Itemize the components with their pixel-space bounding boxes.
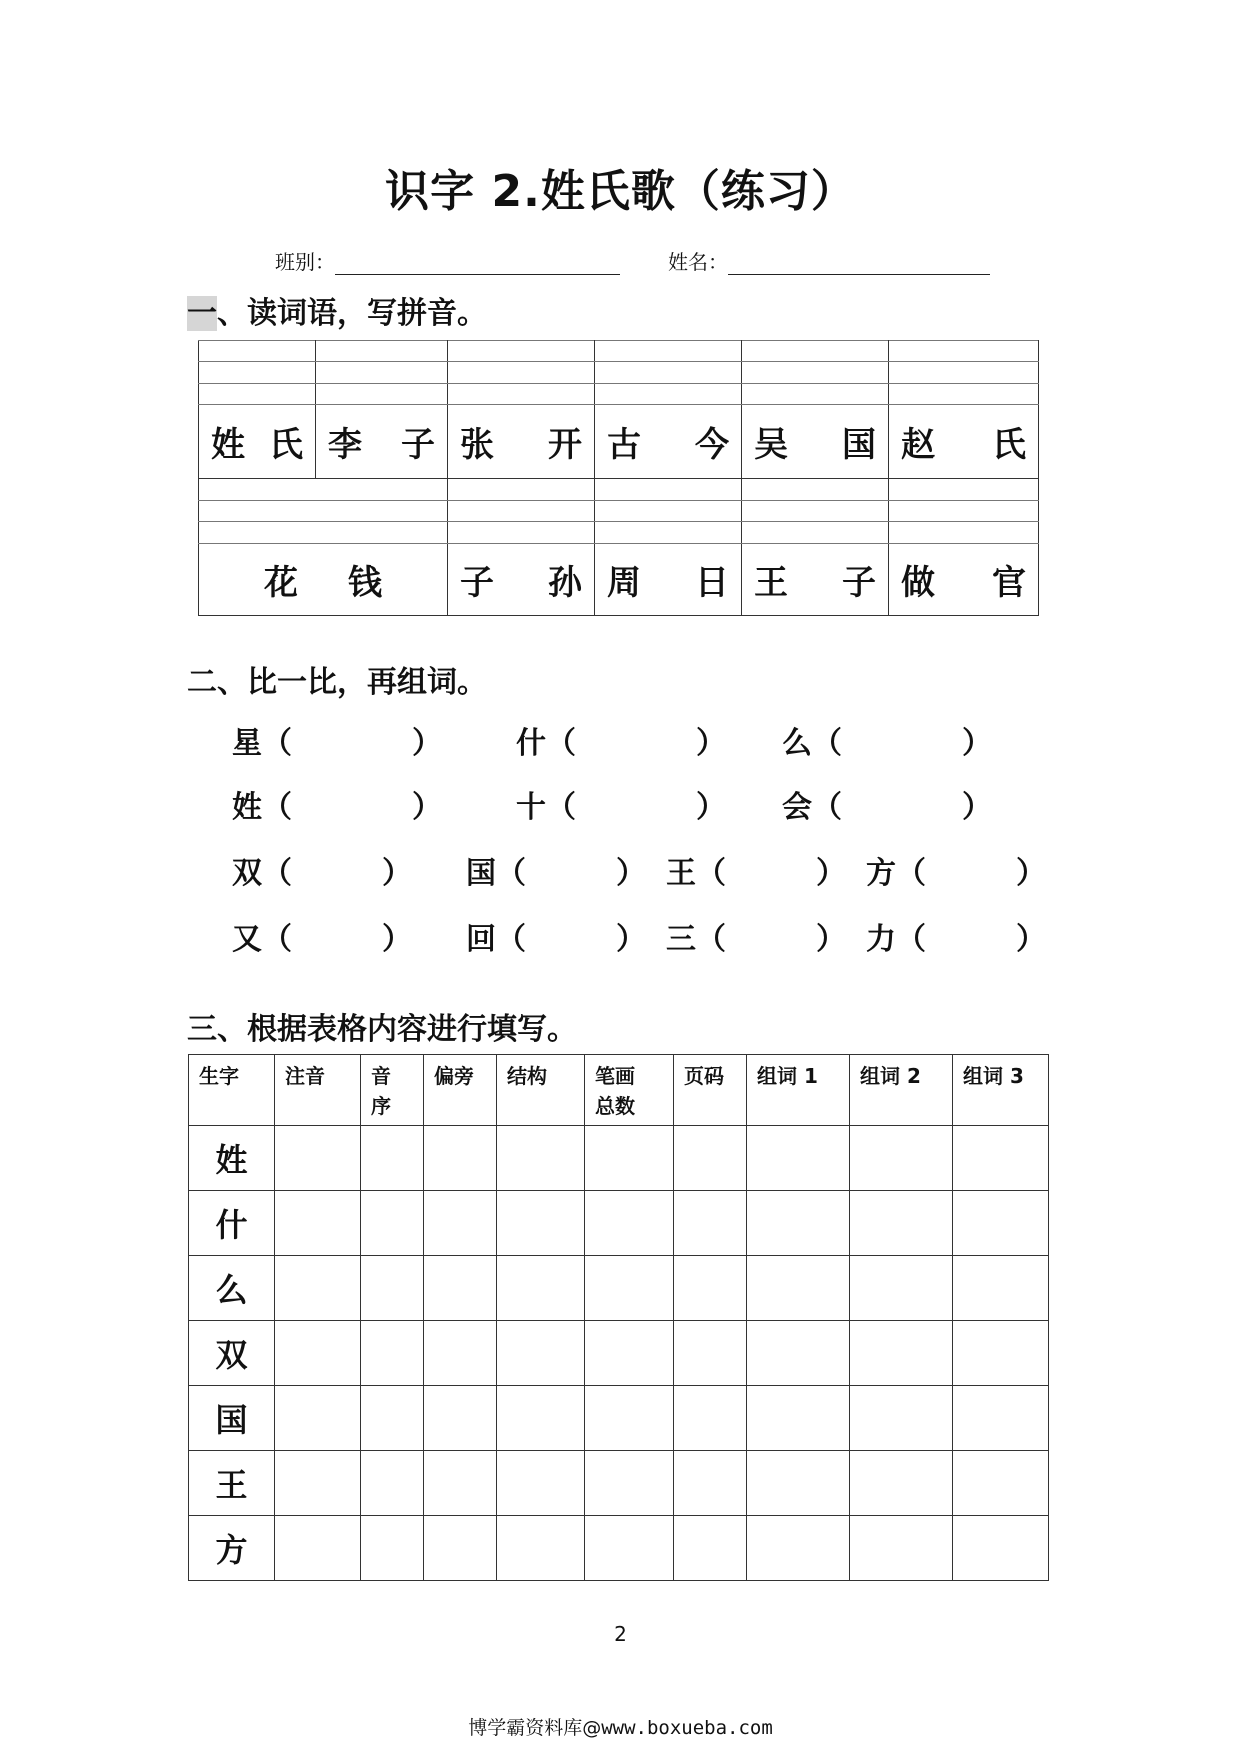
blank-cell[interactable] [275, 1256, 361, 1321]
blank-cell[interactable] [850, 1451, 953, 1516]
blank-cell[interactable] [747, 1256, 850, 1321]
pinyin-cell[interactable] [742, 522, 889, 543]
blank-cell[interactable] [497, 1321, 585, 1386]
word-cell [595, 405, 742, 479]
character-cell: 姓 [189, 1126, 275, 1191]
header-cell: 组词 2 [850, 1055, 953, 1126]
blank-cell[interactable] [674, 1126, 747, 1191]
word-char: 日 [695, 562, 729, 603]
character-cell: 方 [189, 1516, 275, 1581]
blank-cell[interactable] [497, 1516, 585, 1581]
blank-cell[interactable] [850, 1386, 953, 1451]
pinyin-line-row [199, 479, 1039, 500]
word-row-1 [199, 405, 1039, 479]
pinyin-cell[interactable] [199, 522, 448, 543]
pinyin-cell[interactable] [199, 362, 316, 383]
pinyin-cell[interactable] [742, 362, 889, 383]
header-cell: 组词 3 [953, 1055, 1049, 1126]
character-cell: 么 [189, 1256, 275, 1321]
class-blank[interactable] [335, 254, 620, 275]
blank-cell[interactable] [275, 1191, 361, 1256]
word-char: 子 [842, 562, 876, 603]
blank-cell[interactable] [747, 1516, 850, 1581]
pinyin-line-row [199, 362, 1039, 383]
word-char: 周 [607, 562, 641, 603]
class-info [275, 246, 620, 275]
word-cell [595, 543, 742, 615]
blank-cell[interactable] [850, 1256, 953, 1321]
pinyin-cell[interactable] [199, 341, 316, 362]
table-row [189, 1451, 1049, 1516]
footer-url[interactable]: www.boxueba.com [601, 1717, 773, 1739]
pinyin-cell[interactable] [595, 362, 742, 383]
word-cell [742, 405, 889, 479]
table-row [189, 1126, 1049, 1191]
pinyin-cell[interactable] [448, 500, 595, 521]
word-char: 王 [754, 562, 788, 603]
word-cell [448, 405, 595, 479]
pinyin-cell[interactable] [199, 500, 448, 521]
blank-cell[interactable] [361, 1191, 424, 1256]
blank-cell[interactable] [585, 1516, 674, 1581]
blank-cell[interactable] [953, 1256, 1049, 1321]
blank-cell[interactable] [585, 1386, 674, 1451]
word-char: 李 [328, 425, 362, 466]
blank-cell[interactable] [361, 1451, 424, 1516]
word-char: 官 [992, 562, 1026, 603]
table-row [189, 1191, 1049, 1256]
blank-cell[interactable] [424, 1191, 497, 1256]
header-cell: 偏旁 [424, 1055, 497, 1126]
blank-cell[interactable] [850, 1516, 953, 1581]
word-char: 氏 [992, 425, 1026, 466]
table-row [189, 1386, 1049, 1451]
section3-heading: 三、根据表格内容进行填写。 [187, 1012, 577, 1047]
pinyin-cell[interactable] [595, 383, 742, 404]
blank-cell[interactable] [424, 1126, 497, 1191]
pinyin-line-row [199, 522, 1039, 543]
word-cell [889, 543, 1039, 615]
blank-cell[interactable] [497, 1451, 585, 1516]
table-row [189, 1516, 1049, 1581]
blank-cell[interactable] [497, 1386, 585, 1451]
word-char: 吴 [754, 425, 788, 466]
blank-cell[interactable] [953, 1126, 1049, 1191]
class-label: 班别： [275, 250, 335, 274]
blank-cell[interactable] [674, 1256, 747, 1321]
pinyin-cell[interactable] [448, 522, 595, 543]
pinyin-cell[interactable] [889, 500, 1039, 521]
table-row [189, 1321, 1049, 1386]
blank-cell[interactable] [361, 1126, 424, 1191]
character-cell: 什 [189, 1191, 275, 1256]
header-cell: 音序 [361, 1055, 424, 1126]
section1-number: 一 [187, 296, 217, 331]
header-cell: 结构 [497, 1055, 585, 1126]
page-title: 识字 2.姓氏歌（练习） [385, 166, 856, 217]
pinyin-table [198, 340, 1039, 616]
blank-cell[interactable] [850, 1321, 953, 1386]
blank-cell[interactable] [953, 1191, 1049, 1256]
blank-cell[interactable] [275, 1321, 361, 1386]
table-row [189, 1256, 1049, 1321]
footer-watermark [0, 1713, 1241, 1740]
blank-cell[interactable] [585, 1126, 674, 1191]
header-cell: 生字 [189, 1055, 275, 1126]
compare-item[interactable]: 方（ ） [866, 856, 1046, 891]
blank-cell[interactable] [424, 1451, 497, 1516]
compare-item[interactable]: 什（ ） [516, 726, 726, 761]
word-char: 今 [695, 425, 729, 466]
section2-heading: 二、比一比，再组词。 [187, 665, 487, 700]
compare-item[interactable]: 姓（ ） [232, 790, 442, 825]
blank-cell[interactable] [275, 1126, 361, 1191]
word-row-2 [199, 543, 1039, 615]
word-char: 花 [264, 562, 298, 603]
blank-cell[interactable] [361, 1516, 424, 1581]
blank-cell[interactable] [747, 1386, 850, 1451]
pinyin-cell[interactable] [595, 341, 742, 362]
character-cell: 王 [189, 1451, 275, 1516]
word-cell [316, 405, 448, 479]
blank-cell[interactable] [361, 1256, 424, 1321]
word-char: 氏 [269, 425, 303, 466]
word-cell [742, 543, 889, 615]
pinyin-cell[interactable] [889, 383, 1039, 404]
blank-cell[interactable] [361, 1321, 424, 1386]
blank-cell[interactable] [953, 1386, 1049, 1451]
blank-cell[interactable] [497, 1256, 585, 1321]
pinyin-cell[interactable] [448, 362, 595, 383]
pinyin-cell[interactable] [316, 362, 448, 383]
pinyin-line-row [199, 383, 1039, 404]
section1-heading [187, 288, 487, 332]
pinyin-line-row [199, 341, 1039, 362]
pinyin-cell[interactable] [448, 383, 595, 404]
blank-cell[interactable] [674, 1451, 747, 1516]
blank-cell[interactable] [747, 1126, 850, 1191]
footer-site-name: 博学霸资料库@ [468, 1717, 602, 1739]
blank-cell[interactable] [953, 1451, 1049, 1516]
blank-cell[interactable] [953, 1516, 1049, 1581]
pinyin-cell[interactable] [889, 362, 1039, 383]
compare-item[interactable]: 又（ ） [232, 922, 412, 957]
blank-cell[interactable] [850, 1126, 953, 1191]
compare-item[interactable]: 十（ ） [516, 790, 726, 825]
compare-item[interactable]: 回（ ） [466, 922, 646, 957]
pinyin-cell[interactable] [595, 479, 742, 500]
header-cell: 组词 1 [747, 1055, 850, 1126]
blank-cell[interactable] [497, 1126, 585, 1191]
name-blank[interactable] [728, 254, 990, 275]
word-char: 钱 [348, 562, 382, 603]
compare-item[interactable]: 国（ ） [466, 856, 646, 891]
character-info-table [188, 1054, 1049, 1581]
word-char: 孙 [548, 562, 582, 603]
blank-cell[interactable] [585, 1451, 674, 1516]
pinyin-cell[interactable] [316, 341, 448, 362]
blank-cell[interactable] [674, 1321, 747, 1386]
compare-item[interactable]: 双（ ） [232, 856, 412, 891]
blank-cell[interactable] [275, 1451, 361, 1516]
blank-cell[interactable] [585, 1256, 674, 1321]
word-char: 古 [607, 425, 641, 466]
blank-cell[interactable] [747, 1451, 850, 1516]
pinyin-cell[interactable] [889, 341, 1039, 362]
word-char: 姓 [211, 425, 245, 466]
blank-cell[interactable] [747, 1321, 850, 1386]
character-cell: 双 [189, 1321, 275, 1386]
compare-item[interactable]: 王（ ） [666, 856, 846, 891]
character-cell: 国 [189, 1386, 275, 1451]
blank-cell[interactable] [424, 1386, 497, 1451]
pinyin-cell[interactable] [199, 479, 448, 500]
pinyin-cell[interactable] [448, 341, 595, 362]
blank-cell[interactable] [424, 1321, 497, 1386]
blank-cell[interactable] [585, 1321, 674, 1386]
pinyin-cell[interactable] [742, 341, 889, 362]
word-char: 国 [842, 425, 876, 466]
compare-item[interactable]: 力（ ） [866, 922, 1046, 957]
blank-cell[interactable] [674, 1191, 747, 1256]
word-char: 子 [460, 562, 494, 603]
blank-cell[interactable] [747, 1191, 850, 1256]
name-label: 姓名： [668, 250, 728, 274]
pinyin-cell[interactable] [889, 522, 1039, 543]
name-info [668, 246, 990, 275]
blank-cell[interactable] [850, 1191, 953, 1256]
pinyin-cell[interactable] [889, 479, 1039, 500]
compare-item[interactable]: 星（ ） [232, 726, 442, 761]
header-cell: 注音 [275, 1055, 361, 1126]
blank-cell[interactable] [674, 1386, 747, 1451]
blank-cell[interactable] [953, 1321, 1049, 1386]
blank-cell[interactable] [275, 1386, 361, 1451]
pinyin-line-row [199, 500, 1039, 521]
pinyin-cell[interactable] [742, 500, 889, 521]
compare-item[interactable]: 么（ ） [782, 726, 992, 761]
word-char: 赵 [901, 425, 935, 466]
pinyin-cell[interactable] [199, 383, 316, 404]
word-char: 开 [548, 425, 582, 466]
blank-cell[interactable] [424, 1516, 497, 1581]
pinyin-cell[interactable] [742, 479, 889, 500]
header-cell: 笔画总数 [585, 1055, 674, 1126]
pinyin-cell[interactable] [448, 479, 595, 500]
word-char: 子 [401, 425, 435, 466]
word-cell [448, 543, 595, 615]
pinyin-cell[interactable] [595, 522, 742, 543]
pinyin-cell[interactable] [595, 500, 742, 521]
word-cell [199, 405, 316, 479]
header-cell: 页码 [674, 1055, 747, 1126]
word-cell [889, 405, 1039, 479]
pinyin-cell[interactable] [742, 383, 889, 404]
pinyin-cell[interactable] [316, 383, 448, 404]
blank-cell[interactable] [424, 1256, 497, 1321]
word-cell [199, 543, 448, 615]
blank-cell[interactable] [361, 1386, 424, 1451]
blank-cell[interactable] [275, 1516, 361, 1581]
word-char: 做 [901, 562, 935, 603]
section1-text: 、读词语，写拼音。 [217, 296, 487, 331]
blank-cell[interactable] [585, 1191, 674, 1256]
compare-item[interactable]: 三（ ） [666, 922, 846, 957]
page-number: 2 [614, 1622, 627, 1646]
table-header-row [189, 1055, 1049, 1126]
blank-cell[interactable] [674, 1516, 747, 1581]
compare-item[interactable]: 会（ ） [782, 790, 992, 825]
word-char: 张 [460, 425, 494, 466]
blank-cell[interactable] [497, 1191, 585, 1256]
